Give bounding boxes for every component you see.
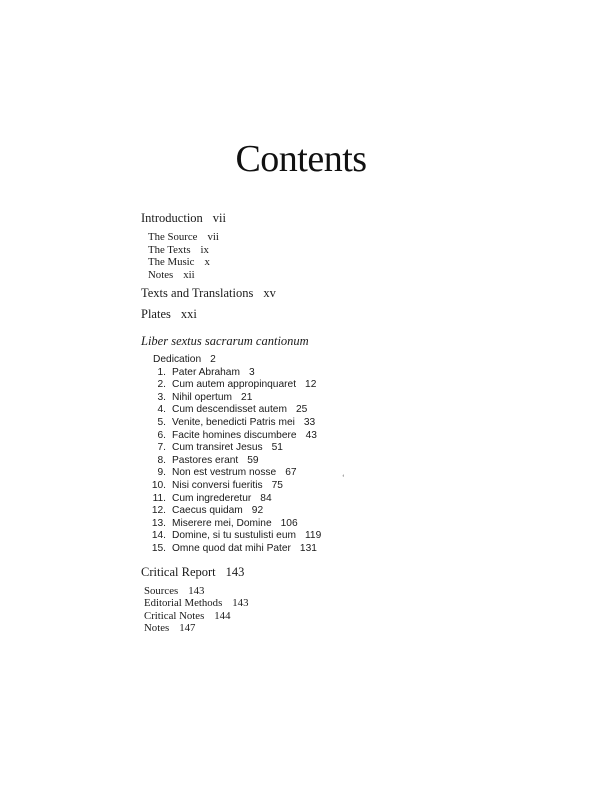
page-title: Contents — [235, 138, 367, 180]
toc-entry-label: Editorial Methods — [144, 597, 223, 609]
work-page: 106 — [280, 517, 298, 529]
work-title: Pater Abraham — [172, 366, 240, 378]
work-number: 5. — [157, 416, 166, 428]
toc-entry-page: 2 — [210, 354, 216, 365]
work-number: 14. — [151, 530, 166, 542]
toc-entry-page: xii — [183, 268, 195, 281]
toc-entry-label: Texts and Translations — [141, 286, 254, 300]
work-entry[interactable] — [148, 417, 521, 430]
work-title: Cum ingrederetur — [172, 492, 252, 504]
work-title: Nisi conversi fueritis — [172, 479, 263, 491]
toc-entry-page: 143 — [225, 564, 245, 579]
toc-subentry-notes[interactable] — [148, 269, 521, 282]
work-number: 2. — [157, 379, 166, 391]
toc-entry-page: 143 — [232, 597, 249, 609]
toc-subentry-the-texts[interactable] — [148, 244, 521, 257]
work-number: 10. — [151, 479, 166, 491]
toc-entry-label: Notes — [144, 622, 170, 634]
work-title: Cum transiret Jesus — [172, 442, 263, 454]
work-title: Miserere mei, Domine — [172, 517, 272, 529]
work-title: Omne quod dat mihi Pater — [172, 542, 291, 554]
work-entry[interactable] — [148, 530, 521, 543]
work-page: 59 — [247, 454, 259, 466]
toc-entry-introduction[interactable] — [141, 210, 521, 227]
work-entry[interactable] — [148, 543, 521, 556]
work-entry[interactable] — [148, 379, 521, 392]
work-page: 33 — [303, 416, 316, 428]
toc-subentry-the-music[interactable] — [148, 256, 521, 269]
work-number: 8. — [157, 454, 166, 466]
work-number: 6. — [157, 429, 166, 441]
work-page: 3 — [248, 366, 255, 378]
toc-subentry-editorial-methods[interactable] — [144, 597, 521, 610]
work-number: 12. — [151, 505, 166, 517]
toc-entry-label: The Source — [148, 231, 198, 243]
toc-entry-page: vii — [207, 231, 219, 243]
work-number: 4. — [157, 404, 166, 416]
toc-entry-label: Plates — [141, 307, 171, 321]
toc-entry-page: xxi — [180, 307, 197, 321]
work-page: 12 — [305, 379, 317, 391]
work-page: 21 — [241, 391, 253, 403]
toc-entry-dedication[interactable] — [153, 354, 521, 367]
work-title: Venite, benedicti Patris mei — [172, 416, 295, 428]
work-page: 51 — [271, 442, 283, 454]
work-page: 25 — [295, 404, 308, 416]
toc-entry-label: Critical Report — [141, 564, 216, 579]
work-entry[interactable] — [148, 467, 521, 480]
work-page: 131 — [299, 542, 317, 554]
work-page: 43 — [305, 429, 317, 441]
work-entry[interactable] — [148, 480, 521, 493]
work-entry[interactable] — [148, 455, 521, 468]
toc-entry-plates[interactable] — [141, 306, 521, 323]
work-title: Pastores erant — [172, 454, 239, 466]
work-entry[interactable] — [148, 493, 521, 506]
work-page: 119 — [305, 530, 322, 542]
work-entry[interactable] — [148, 392, 521, 405]
work-entry[interactable] — [148, 404, 521, 417]
toc-subentry-the-source[interactable] — [148, 231, 521, 244]
table-of-contents — [141, 210, 521, 635]
toc-entry-label: Sources — [144, 584, 179, 597]
work-page: 84 — [260, 492, 272, 504]
scan-speck-mark: ‘ — [342, 473, 345, 482]
toc-entry-label: Introduction — [141, 211, 203, 225]
toc-entry-page: vii — [212, 211, 226, 225]
work-title: Caecus quidam — [172, 505, 243, 517]
toc-entry-page: ix — [200, 243, 209, 256]
works-list — [148, 354, 521, 556]
work-title: Nihil opertum — [172, 391, 233, 403]
work-title: Cum descendisset autem — [172, 404, 287, 416]
work-entry[interactable] — [148, 505, 521, 518]
work-page: 75 — [271, 479, 283, 491]
toc-entry-label: The Music — [148, 256, 195, 268]
work-title: Non est vestrum nosse — [172, 467, 277, 479]
toc-entry-page: x — [204, 256, 210, 268]
toc-entry-texts-and-translations[interactable] — [141, 285, 521, 302]
work-number: 7. — [157, 442, 166, 454]
toc-entry-label: The Texts — [148, 243, 191, 256]
work-number: 3. — [157, 391, 166, 403]
toc-entry-label: Notes — [148, 268, 174, 281]
work-entry[interactable] — [148, 430, 521, 443]
toc-entry-page: 144 — [214, 609, 231, 622]
work-page: 92 — [251, 505, 264, 517]
work-number: 11. — [152, 492, 166, 504]
work-number: 15. — [151, 542, 166, 554]
toc-entry-page: 143 — [188, 584, 205, 597]
toc-subentry-sources[interactable] — [144, 585, 521, 598]
work-title: Facite homines discumbere — [172, 429, 297, 441]
toc-entry-critical-report[interactable] — [141, 564, 521, 581]
work-title: Domine, si tu sustulisti eum — [172, 530, 296, 542]
toc-subentry-critical-notes[interactable] — [144, 610, 521, 623]
work-number: 1. — [157, 366, 166, 378]
toc-entry-label: Critical Notes — [144, 609, 205, 622]
work-entry[interactable] — [148, 518, 521, 531]
toc-subentry-notes[interactable] — [144, 622, 521, 635]
work-title: Cum autem appropinquaret — [172, 379, 297, 391]
work-entry[interactable] — [148, 367, 521, 380]
section-title-liber: Liber sextus sacrarum cantionum — [141, 334, 309, 348]
work-page: 67 — [285, 467, 297, 479]
work-number: 9. — [157, 467, 166, 479]
toc-entry-label: Dedication — [153, 354, 202, 365]
toc-entry-page: 147 — [179, 622, 196, 634]
toc-entry-page: xv — [263, 286, 276, 300]
work-entry[interactable] — [148, 442, 521, 455]
work-number: 13. — [151, 517, 166, 529]
